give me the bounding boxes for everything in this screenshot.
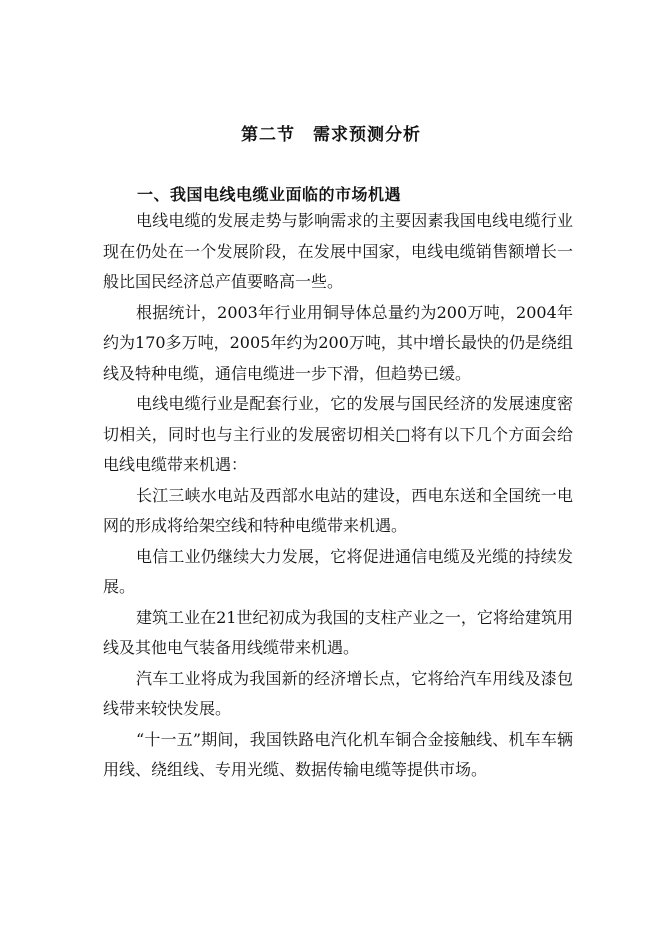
section-title: 第二节 需求预测分析	[241, 125, 421, 145]
paragraph: 电信工业仍继续大力发展，它将促进通信电缆及光缆的持续发展。	[103, 546, 573, 596]
paragraph: 电线电缆行业是配套行业，它的发展与国民经济的发展速度密切相关，同时也与主行业的发展密切相关□将有以下几个方面会给电线电缆带来机遇：	[103, 394, 573, 474]
paragraph: “十一五”期间，我国铁路电汽化机车铜合金接触线、机车车辆用线、绕组线、专用光缆、数据传输电缆等提供市场。	[103, 729, 573, 779]
paragraph: 汽车工业将成为我国新的经济增长点，它将给汽车用线及漆包线带来较快发展。	[103, 668, 573, 718]
paragraph: 电线电缆的发展走势与影响需求的主要因素我国电线电缆行业现在仍处在一个发展阶段，在发展中国家，电线电缆销售额增长一般比国民经济总产值要略高一些。	[103, 211, 573, 291]
subheading: 一、我国电线电缆业面临的市场机遇	[137, 185, 402, 204]
paragraph: 根据统计，2003年行业用铜导体总量约为200万吨，2004年约为170多万吨，2005年约为200万吨，其中增长最快的仍是绕组线及特种电缆，通信电缆进一步下滑，但趋势已缓。	[103, 302, 573, 383]
paragraph: 长江三峡水电站及西部水电站的建设，西电东送和全国统一电网的形成将给架空线和特种电缆带来机遇。	[103, 485, 573, 535]
paragraph: 建筑工业在21世纪初成为我国的支柱产业之一，它将给建筑用线及其他电气装备用线缆带来机遇。	[103, 607, 573, 657]
body-text	[103, 206, 573, 786]
